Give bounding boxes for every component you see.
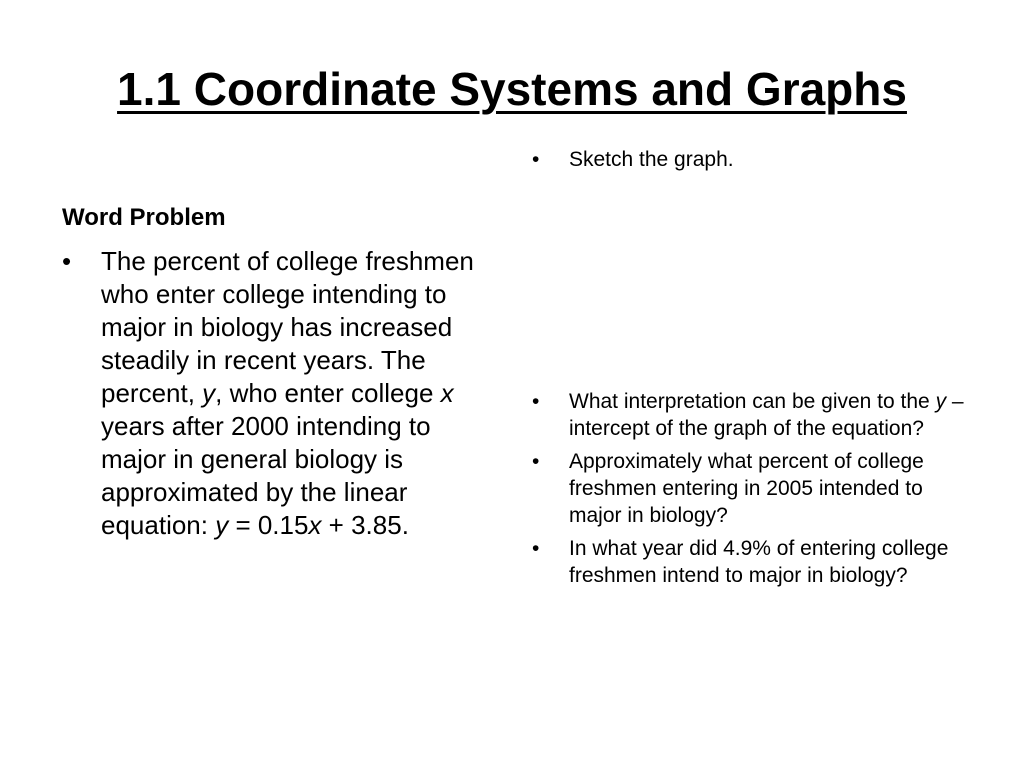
question-2 [532,448,972,529]
word-problem-text [62,245,502,542]
sketch-list [532,146,972,173]
equation-y: y [215,510,229,541]
equation-part-1: = 0.15 [228,510,309,541]
variable-x: x [440,378,454,409]
sketch-text: Sketch the graph. [569,148,734,171]
variable-y: y [202,378,216,409]
equation-part-2: + 3.85. [321,510,409,541]
slide-title [0,62,1024,117]
question-2-text: Approximately what percent of college freshmen entering in 2005 intended to major in biology? [569,450,924,527]
question-3 [532,535,972,589]
question-1-part-1: What interpretation can be given to the [569,390,936,413]
bullet-icon: • [532,390,540,413]
question-1-part-2: – intercept of the graph of the equation? [569,390,964,440]
questions-list [532,388,972,589]
word-problem-column [62,202,502,542]
problem-part-1: The percent of college freshmen who enter college intending to major in biology has increased steadily in recent years. The percent, [101,246,474,409]
bullet-icon: • [532,537,540,560]
bullet-icon: • [532,450,540,473]
bullet-icon: • [532,148,540,171]
problem-part-3: years after 2000 intending to major in general biology is approximated by the linear equation: [101,411,431,541]
word-problem-heading: Word Problem [62,204,226,231]
sketch-column [532,146,972,179]
word-problem-list [62,245,502,542]
question-1-variable-y: y [935,390,947,413]
bullet-icon: • [62,246,72,277]
question-1 [532,388,972,442]
questions-column [532,388,972,595]
question-3-text: In what year did 4.9% of entering college freshmen intend to major in biology? [569,537,949,587]
sketch-instruction [532,146,972,173]
slide-title-text: 1.1 Coordinate Systems and Graphs [117,63,907,115]
problem-part-2: , who enter college [215,378,441,409]
equation-x: x [308,510,322,541]
